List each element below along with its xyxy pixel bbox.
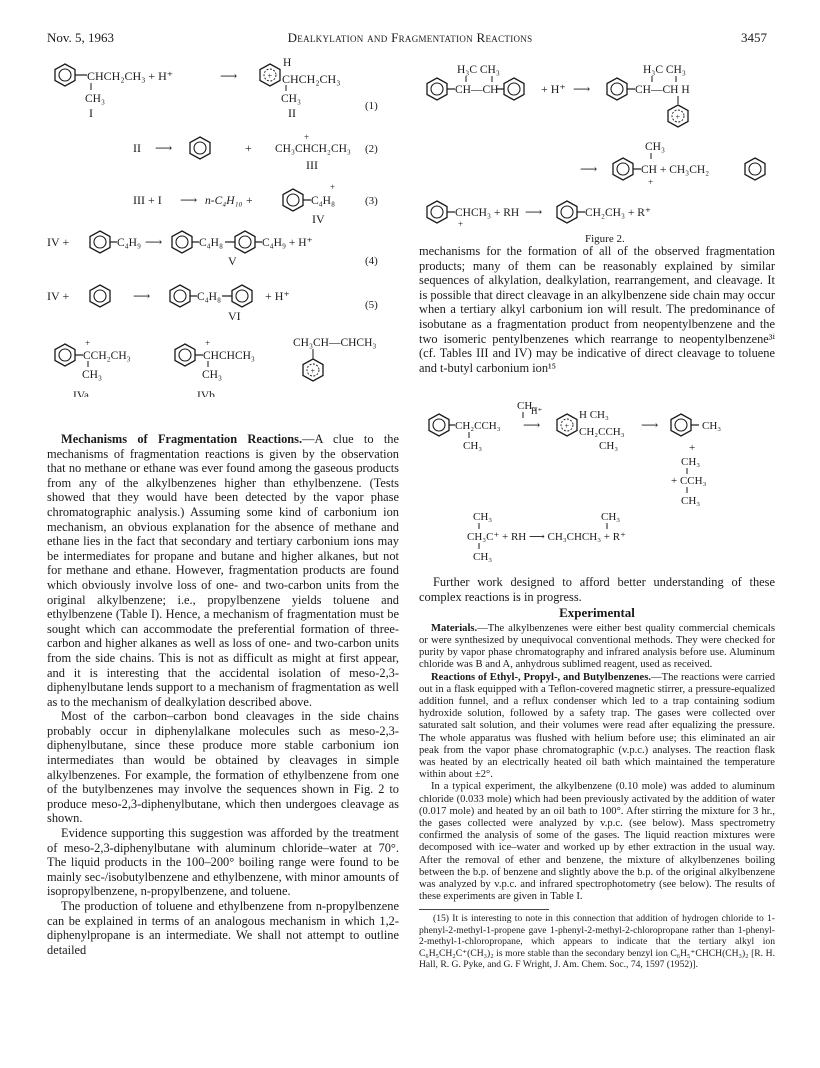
tb-hplus: H⁺ — [531, 406, 543, 416]
tb-row-eq: CH₃C⁺ + RH ⟶ CH₃CHCH₃ + R⁺ — [467, 531, 626, 543]
svg-text:⟶: ⟶ — [641, 418, 659, 432]
tb-row-ch3-1: CH₃ — [473, 511, 493, 523]
fig2-top-r: H₃C CH₃ — [643, 64, 686, 76]
eq3-lhs: III + I — [133, 193, 162, 207]
eq2-number: (2) — [365, 143, 378, 155]
eq1-prod-sub: CH₃ — [281, 93, 301, 105]
ions-IV — [55, 337, 376, 397]
eq1-label-I: I — [89, 106, 93, 120]
eq2-lhs: II — [133, 141, 141, 155]
tbutyl-scheme-svg — [419, 398, 775, 568]
figure2-caption: Figure 2. — [585, 233, 625, 245]
eq5-label: VI — [228, 309, 241, 323]
figure2-scheme — [427, 64, 765, 245]
right-p2: Further work designed to afford better understanding of these complex reactions is in progress. — [419, 575, 775, 604]
left-column — [47, 432, 399, 957]
ion-b-sub: CH₃ — [202, 369, 222, 381]
eq4-label: V — [228, 254, 237, 268]
experimental-heading: Experimental — [559, 605, 635, 621]
eq1-prod-chain: CHCH₂CH₃ — [282, 72, 341, 86]
tb-row-ch3-r: CH₃ — [601, 511, 621, 523]
tb-ch3d: CH₃ — [702, 420, 722, 432]
materials-heading: Materials. — [431, 622, 478, 634]
experimental-body — [419, 623, 775, 904]
eq2-plus: + — [245, 141, 252, 155]
svg-text:⟶: ⟶ — [525, 205, 543, 219]
eq5-lhs: IV + — [47, 289, 70, 303]
svg-text:⟶: ⟶ — [180, 193, 198, 207]
fig2-top-l: H₃C CH₃ — [457, 64, 500, 76]
fig2-bot-r: CH₂CH₃ + R⁺ — [585, 207, 651, 219]
eq3-mid: n-C₄H₁₀ + — [205, 195, 254, 207]
svg-text:⟶: ⟶ — [580, 162, 598, 176]
tb-ch3f: CH₃ — [681, 495, 701, 507]
right-column-bottom — [419, 575, 775, 970]
footnote-rule — [419, 909, 549, 910]
svg-text:⟶: ⟶ — [573, 82, 591, 96]
left-p4: The production of toluene and ethylbenzene from n-propylbenzene can be explained in terms of an analogous mechanism in which 1,2-diphenylpropane is an intermediate. We shall not attempt to outline detailed — [47, 899, 399, 957]
tb-ch2cch3: CH₂CCH₃ — [455, 420, 501, 432]
right-column-top — [419, 244, 775, 375]
left-p1-text: —A clue to the mechanisms of fragmentation reactions is given by the observation that no methane or ethane was ever found among the gaseous products from any of the alkylbenzenes higher than ethylbenzene. (Tests showed that they would have been detected by the vapor phase chromatographic analysis.) Assuming some kind of carbonium ion mechanism, an obvious explanation for the absence of methane and ethane lies in the fact that secondary and tertiary carbonium ions may be intermediates for propane and butane and higher alkanes, but not for methane and ethane. However, fragmentation products are found which obviously involve loss of one- and two-carbon units from the original alkylbenzene; i.e., propylbenzene yields toluene and ethylbenzene (Table I). Hence, a mechanism of fragmentation must be sought which can accommodate the preferential formation of three-carbon and higher alkanes as well as loss of one- and two-carbon units from the side chains. This is not as difficult as might at first appear, and it is interesting that the accidental isolation of meso-2,3-diphenylbutane lends support to a mechanism of fragmentation as well as to the mechanism of dealkylation described above. — [47, 432, 399, 709]
eq3-ring-sub: C₄H₈ — [311, 195, 335, 207]
eq4-r1: C₄H₉ — [117, 237, 141, 249]
svg-text:+: + — [330, 182, 336, 192]
svg-text:⟶: ⟶ — [220, 69, 238, 83]
left-p1 — [47, 432, 399, 709]
eq2 — [133, 132, 378, 172]
eq1-prod-h: H — [283, 57, 292, 69]
svg-text:+: + — [85, 338, 91, 348]
tb-h-ch3: H CH₃ — [579, 409, 609, 421]
eq4-number: (4) — [365, 255, 378, 267]
header-title: Dealkylation and Fragmentation Reactions — [287, 30, 533, 45]
header-page-number: 3457 — [741, 30, 767, 45]
fig2-top-chain: CH—CH — [455, 84, 499, 96]
fig2-top-rchain: CH—CH H — [635, 84, 690, 96]
tb-ch3e: CH₃ — [681, 456, 701, 468]
eq5-rhs: + H⁺ — [265, 289, 290, 303]
svg-text:⟶: ⟶ — [145, 235, 163, 249]
ion-c-chain: CH₃CH—CHCH₃ — [293, 337, 377, 349]
tb-cch3: + CCH₃ — [671, 475, 707, 487]
eq4-mid: C₄H₈ — [199, 237, 223, 249]
ion-a-sub: CH₃ — [82, 369, 102, 381]
ion-a-label: IVa — [73, 390, 89, 397]
fig2-mid-chain: CH + CH₃CH₂ — [641, 164, 710, 176]
eq1-number: (1) — [365, 100, 378, 112]
eq3 — [133, 182, 378, 226]
eq4 — [47, 231, 378, 268]
ion-b-label: IVb — [197, 390, 215, 397]
left-p3: Evidence supporting this suggestion was afforded by the treatment of meso-2,3-diphenylbutane with aluminum chloride–water at 70°. The liquid products in the 100–200° boiling range were found to be mainly sec-/isobutylbenzene and ethylbenzene, with minor amounts of isopropylbenzene, n-propylbenzene, and toluene. — [47, 826, 399, 899]
eq1 — [55, 57, 378, 120]
eq5-mid: C₄H₈ — [197, 291, 221, 303]
svg-text:+: + — [304, 132, 310, 142]
eq1-sub: CH₃ — [85, 93, 105, 105]
eq1-label-II: II — [288, 106, 296, 120]
ion-a-chain: CCH₂CH₃ — [83, 350, 131, 362]
tb-row-ch3-3: CH₃ — [473, 551, 493, 563]
eq3-number: (3) — [365, 195, 378, 207]
left-p1-heading: Mechanisms of Fragmentation Reactions. — [61, 432, 303, 446]
tb-ch2cch3b: CH₂CCH₃ — [579, 426, 625, 438]
eq2-rhs: CH₃CHCH₂CH₃ — [275, 143, 351, 155]
svg-text:+: + — [205, 338, 211, 348]
right-p1: mechanisms for the formation of all of the observed fragmentation products; many of them can be reasonably explained by similar sequences of alkylation, dealkylation, rearrangement, and cleavage. It is possible that direct cleavage in an alkylbenzene side chain may occur when a tertiary alkyl carbonium ion will result. The predominance of isobutane as a fragmentation product from neopentylbenzene and the two isomeric pentylbenzenes which rearrange to neopentylbenzene³ⁱ (cf. Tables III and IV) may be indicative of direct cleavage to toluene and t-butyl carbonium ion¹⁵ — [419, 244, 775, 375]
eq3-label: IV — [312, 212, 325, 226]
svg-text:+: + — [648, 177, 654, 187]
tbutyl-scheme — [419, 398, 775, 568]
tb-ch3a: CH₃ — [517, 400, 537, 412]
eq4-lhs: IV + — [47, 235, 70, 249]
tb-plus: + — [689, 442, 696, 454]
eq5 — [47, 285, 378, 323]
eq5-number: (5) — [365, 299, 378, 311]
svg-text:⟶: ⟶ — [133, 289, 151, 303]
materials-paragraph — [419, 623, 775, 672]
materials-text: —The alkylbenzenes were either best quality commercial chemicals or were synthesized by unequivocal conventional methods. They were checked for purity by vapor phase chromatography and infrared analysis before use. Aluminum chloride was B and A, anhydrous sublimed reagent, used as received. — [419, 622, 775, 671]
eq4-r3: C₄H₉ + H⁺ — [262, 237, 313, 249]
svg-text:⟶: ⟶ — [155, 141, 173, 155]
tb-ch3b: CH₃ — [463, 440, 483, 452]
reactions-heading: Reactions of Ethyl-, Propyl-, and Butylbenzenes. — [431, 671, 652, 683]
eq2-label: III — [306, 158, 318, 172]
left-p2: Most of the carbon–carbon bond cleavages in the side chains probably occur in diphenylalkane molecules such as meso-2,3-diphenylbutane, since these produce more stable carbonium ion intermediates than would be obtained by cleavages in simple alkylbenzenes. For example, the formation of ethylbenzene from one of the butylbenzenes may involve the sequences shown in Fig. 2 to produce meso-2,3-diphenylbutane, which then undergoes cleavage as shown. — [47, 709, 399, 826]
fig2-mid-ch3: CH₃ — [645, 141, 665, 153]
reactions-text: —The reactions were carried out in a flask equipped with a Teflon-covered magnetic stirrer, a pressure-equalized addition funnel, and a reflux condenser which led to a trap containing sodium hydroxide solution, followed by a safety trap. The gases were collected over saturated salt solution, and their volumes were read after equalizing the pressure. The whole apparatus was flushed with helium before use; this eliminated an air peak from the vapor phase chromatographic (v.p.c.) analyses. The reaction flask was heated by an electrically heated oil bath which maintained the temperature within about ±2°. — [419, 671, 776, 781]
typical-experiment-paragraph: In a typical experiment, the alkylbenzene (0.10 mole) was added to aluminum chloride (0.033 mole) which had been previously activated by the addition of water (0.017 mole) and heated by an oil bath to 100°. After stirring the mixture for 3 hr., the gases collected were analyzed by v.p.c. (see below). Mass spectrometry confirmed the analysis of some of the gases. The liquid reaction mixtures were decomposed with ice–water and worked up by ether extraction in the usual way. After the removal of ether and benzene, the mixture of alkylbenzenes boiling between the b.p. of benzene and slightly above the b.p. of the original alkylbenzene was analyzed by v.p.c. and infrared spectrophotometry (see below). The results of these experiments are given in Table I. — [419, 781, 775, 903]
header-date: Nov. 5, 1963 — [47, 30, 115, 45]
ion-b-chain: CHCHCH₃ — [203, 350, 255, 362]
footnote-15: (15) It is interesting to note in this connection that addition of hydrogen chloride to 1-phenyl-2-methyl-1-propene gave 1-phenyl-2-methyl-2-chloropropane rather than 1-phenyl-2-methyl-1-chloropropane, which appears to indicate that the tertiary alkyl ion C₆H₅CH₂C⁺(CH₃)₂ is more stable than the secondary benzyl ion C₆H₅⁺CHCH(CH₃)₂ [R. H. Hall, R. G. Pyke, and G. F Wright, J. Am. Chem. Soc., 74, 1597 (1952)]. — [419, 913, 775, 971]
eq1-lhs: CHCH₂CH₃ + H⁺ — [87, 69, 174, 83]
svg-text:+: + — [458, 219, 464, 229]
tb-ch3c: CH₃ — [599, 440, 619, 452]
fig2-bot-l: CHCH₃ + RH — [455, 207, 520, 219]
svg-text:⟶: ⟶ — [523, 418, 541, 432]
page-header — [0, 30, 820, 50]
fig2-plus-h: + H⁺ — [541, 82, 566, 96]
reactions-paragraph — [419, 672, 775, 782]
